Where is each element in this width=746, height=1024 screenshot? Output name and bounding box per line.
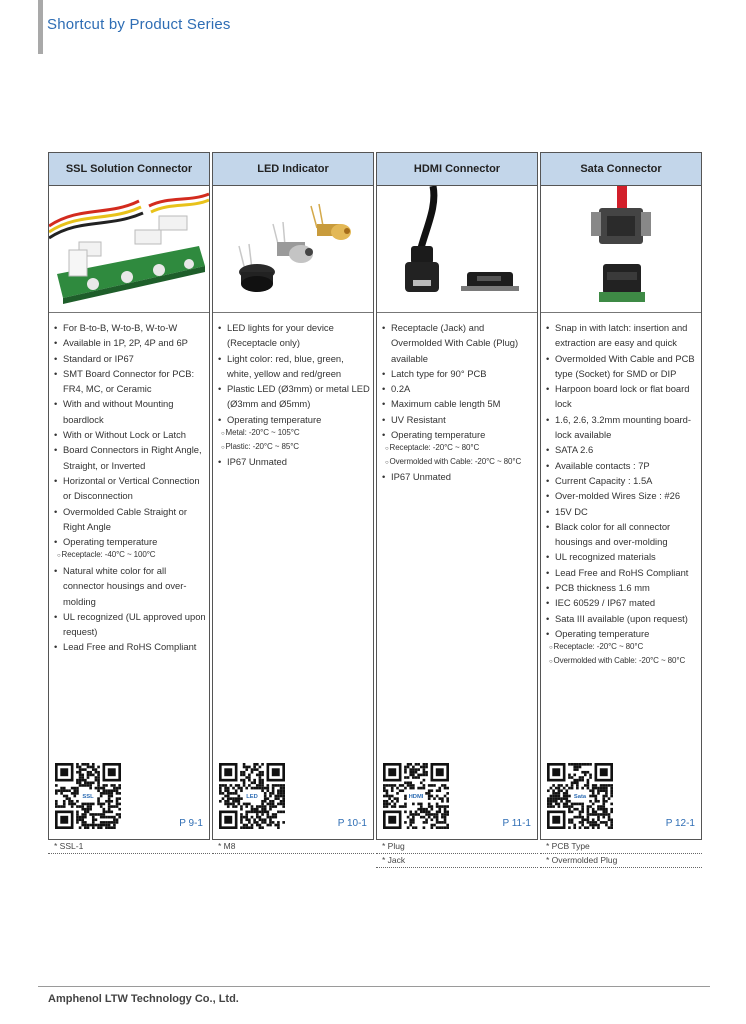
feature-item: • UL recognized (UL approved upon request) (53, 609, 206, 640)
feature-list (213, 313, 373, 469)
product-title: SSL Solution Connector (49, 153, 209, 186)
feature-subitem: ○ Overmolded with Cable: -20°C ~ 80°C (545, 655, 698, 669)
feature-list (377, 313, 537, 485)
model-notes-hdmi (376, 840, 538, 868)
feature-item: • Harpoon board lock or flat board lock (545, 381, 698, 412)
feature-item: • Standard or IP67 (53, 351, 206, 366)
model-note: * PCB Type (540, 840, 702, 854)
qr-code[interactable] (55, 763, 121, 829)
feature-subitem: ○ Receptacle: -20°C ~ 80°C (381, 442, 534, 456)
feature-item: • Available in 1P, 2P, 4P and 6P (53, 335, 206, 350)
page-reference[interactable]: P 11-1 (502, 818, 531, 829)
qr-code-icon (219, 763, 285, 829)
feature-item: • IEC 60529 / IP67 mated (545, 595, 698, 610)
model-notes-sata (540, 840, 702, 868)
feature-subitem: ○ Receptacle: -40°C ~ 100°C (53, 549, 206, 563)
feature-item: • Plastic LED (Ø3mm) or metal LED (Ø3mm and Ø5mm) (217, 381, 370, 412)
feature-item: • Board Connectors in Right Angle, Straight, or Inverted (53, 442, 206, 473)
feature-item: • Current Capacity : 1.5A (545, 473, 698, 488)
feature-item: • SMT Board Connector for PCB: FR4, MC, or Ceramic (53, 366, 206, 397)
feature-item: • Lead Free and RoHS Compliant (53, 639, 206, 654)
feature-item: • UL recognized materials (545, 549, 698, 564)
qr-code[interactable] (383, 763, 449, 829)
feature-item: • Receptacle (Jack) and Overmolded With Cable (Plug) available (381, 320, 534, 366)
feature-item: • With or Without Lock or Latch (53, 427, 206, 442)
product-photo-led (213, 186, 373, 313)
qr-code-icon (547, 763, 613, 829)
feature-item: • Snap in with latch: insertion and extraction are easy and quick (545, 320, 698, 351)
model-notes-ssl (48, 840, 210, 854)
page-reference[interactable]: P 12-1 (665, 818, 695, 829)
feature-item: • 15V DC (545, 504, 698, 519)
feature-item: • Horizontal or Vertical Connection or Disconnection (53, 473, 206, 504)
feature-item: • Over-molded Wires Size : #26 (545, 488, 698, 503)
feature-item: • IP67 Unmated (217, 454, 370, 469)
page-title: Shortcut by Product Series (47, 16, 231, 33)
model-notes-led (212, 840, 374, 854)
model-note: * M8 (212, 840, 374, 854)
feature-item: • LED lights for your device (Receptacle only) (217, 320, 370, 351)
model-note: * Overmolded Plug (540, 854, 702, 868)
feature-item: • With and without Mounting boardlock (53, 396, 206, 427)
product-photo-hdmi (377, 186, 537, 313)
feature-item: • Operating temperature (217, 412, 370, 427)
product-card-led (212, 152, 374, 840)
product-photo-sata (541, 186, 701, 313)
product-photo-ssl (49, 186, 209, 313)
qr-label: LED (246, 793, 258, 800)
qr-code[interactable] (219, 763, 285, 829)
feature-item: • SATA 2.6 (545, 442, 698, 457)
product-card-hdmi (376, 152, 538, 840)
feature-item: • Overmolded Cable Straight or Right Angle (53, 504, 206, 535)
feature-subitem: ○ Receptacle: -20°C ~ 80°C (545, 641, 698, 655)
model-note: * SSL-1 (48, 840, 210, 854)
feature-item: • Maximum cable length 5M (381, 396, 534, 411)
product-title: Sata Connector (541, 153, 701, 186)
feature-item: • PCB thickness 1.6 mm (545, 580, 698, 595)
product-title: LED Indicator (213, 153, 373, 186)
product-title: HDMI Connector (377, 153, 537, 186)
feature-item: • IP67 Unmated (381, 469, 534, 484)
feature-list (49, 313, 209, 655)
product-card-ssl (48, 152, 210, 840)
feature-item: • UV Resistant (381, 412, 534, 427)
feature-item: • 1.6, 2.6, 3.2mm mounting board-lock available (545, 412, 698, 443)
page-reference[interactable]: P 9-1 (179, 818, 203, 829)
feature-item: • Overmolded With Cable and PCB type (Socket) for SMD or DIP (545, 351, 698, 382)
qr-code[interactable] (547, 763, 613, 829)
feature-item: • Available contacts : 7P (545, 458, 698, 473)
feature-item: • For B-to-B, W-to-B, W-to-W (53, 320, 206, 335)
feature-item: • Natural white color for all connector housings and over-molding (53, 563, 206, 609)
feature-subitem: ○ Overmolded with Cable: -20°C ~ 80°C (381, 456, 534, 470)
page-reference[interactable]: P 10-1 (337, 818, 367, 829)
qr-code-icon (55, 763, 121, 829)
qr-label: HDMI (408, 793, 424, 800)
product-series-grid (48, 152, 700, 840)
feature-item: • Sata III available (upon request) (545, 611, 698, 626)
model-note: * Jack (376, 854, 538, 868)
feature-subitem: ○ Metal: -20°C ~ 105°C (217, 427, 370, 441)
feature-item: • Latch type for 90° PCB (381, 366, 534, 381)
feature-item: • Operating temperature (53, 534, 206, 549)
model-note: * Plug (376, 840, 538, 854)
header-accent-bar (38, 0, 43, 54)
feature-list (541, 313, 701, 668)
feature-subitem: ○ Plastic: -20°C ~ 85°C (217, 441, 370, 455)
feature-item: • Light color: red, blue, green, white, yellow and red/green (217, 351, 370, 382)
footer-divider (38, 986, 710, 987)
feature-item: • Lead Free and RoHS Compliant (545, 565, 698, 580)
feature-item: • Black color for all connector housings and over-molding (545, 519, 698, 550)
qr-label: Sata (573, 793, 587, 800)
product-card-sata (540, 152, 702, 840)
qr-label: SSL (82, 793, 94, 800)
feature-item: • Operating temperature (381, 427, 534, 442)
footer-company: Amphenol LTW Technology Co., Ltd. (48, 993, 239, 1005)
feature-item: • Operating temperature (545, 626, 698, 641)
feature-item: • 0.2A (381, 381, 534, 396)
qr-code-icon (383, 763, 449, 829)
